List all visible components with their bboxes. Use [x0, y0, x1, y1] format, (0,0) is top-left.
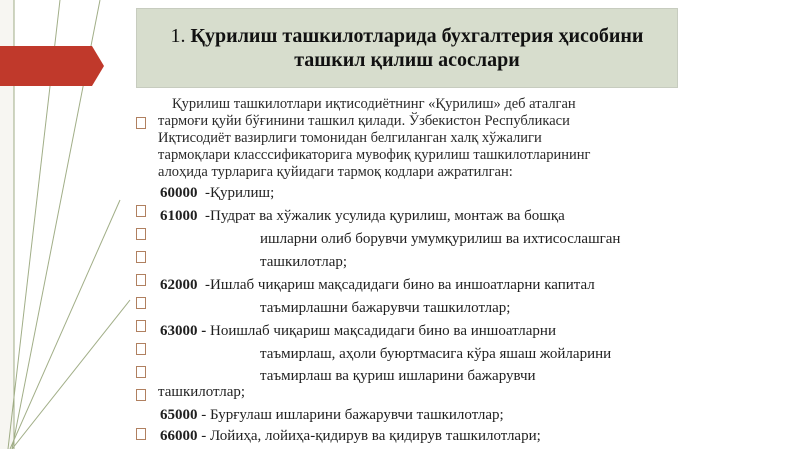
- bullet-icon: [136, 297, 146, 309]
- code-number: 60000: [160, 185, 198, 201]
- code-description: - Лойиҳа, лойиҳа-қидирув ва қидирув ташкилотлари;: [201, 428, 541, 444]
- code-number: 63000 -: [160, 323, 207, 339]
- red-arrow-shape: [0, 46, 104, 86]
- intro-line: тармоқлари класссификаторига мувофиқ қурилиш ташкилотларининг: [158, 147, 591, 163]
- code-continuation: ташкилотлар;: [260, 254, 348, 270]
- code-continuation: ишларни олиб борувчи умумқурилиш ва ихтисослашган: [260, 231, 621, 247]
- bullet-icon: [136, 205, 146, 217]
- code-number: 66000: [160, 428, 198, 444]
- code-continuation: таъмирлаш ва қуриш ишларини бажарувчи: [260, 368, 536, 384]
- code-item-63000: [160, 321, 556, 341]
- slide-title-line2: ташкил қилиш асослари: [294, 49, 520, 71]
- code-item-65000: [160, 405, 504, 425]
- code-item-62000: [160, 275, 595, 295]
- slide-title-box: [136, 8, 678, 88]
- code-number: 65000: [160, 407, 198, 423]
- code-number: 62000: [160, 277, 198, 293]
- intro-line: Иқтисодиёт вазирлиги томонидан белгиланган халқ хўжалиги: [158, 130, 542, 146]
- slide-title-line1: [171, 24, 644, 48]
- bullet-icon: [136, 389, 146, 401]
- code-continuation: ташкилотлар;: [158, 384, 246, 400]
- code-description: -Қурилиш;: [205, 185, 275, 201]
- intro-line: алоҳида турларига қуйидаги тармоқ кодлари ажратилган:: [158, 164, 513, 180]
- title-text-1: Қурилиш ташкилотларида бухгалтерия ҳисобини: [190, 25, 644, 47]
- code-continuation: таъмирлашни бажарувчи ташкилотлар;: [260, 300, 511, 316]
- bullet-icon: [136, 228, 146, 240]
- bullet-icon: [136, 274, 146, 286]
- code-description: -Пудрат ва хўжалик усулида қурилиш, монтаж ва бошқа: [205, 208, 565, 224]
- code-description: - Бурғулаш ишларини бажарувчи ташкилотлар;: [201, 407, 504, 423]
- code-number: 61000: [160, 208, 198, 224]
- code-item-60000: [160, 183, 274, 203]
- code-description: -Ишлаб чиқариш мақсадидаги бино ва иншоатларни капитал: [205, 277, 595, 293]
- intro-paragraph: [158, 96, 678, 181]
- code-description: Ноишлаб чиқариш мақсадидаги бино ва иншоатларни: [210, 323, 556, 339]
- intro-line: Қурилиш ташкилотлари иқтисодиётнинг «Қурилиш» деб аталган: [172, 96, 576, 112]
- code-continuation: таъмирлаш, аҳоли буюртмасига кўра яшаш жойларини: [260, 346, 612, 362]
- code-item-66000: [160, 426, 541, 446]
- bullet-icon: [136, 117, 146, 129]
- bullet-icon: [136, 251, 146, 263]
- intro-line: тармоғи қуйи бўғинини ташкил қилади. Ўзбекистон Республикаси: [158, 113, 570, 129]
- bullet-icon: [136, 320, 146, 332]
- decorative-lines: [0, 0, 140, 449]
- bullet-icon: [136, 428, 146, 440]
- code-item-61000: [160, 206, 565, 226]
- title-number: 1.: [170, 25, 186, 47]
- bullet-icon: [136, 366, 146, 378]
- bullet-icon: [136, 343, 146, 355]
